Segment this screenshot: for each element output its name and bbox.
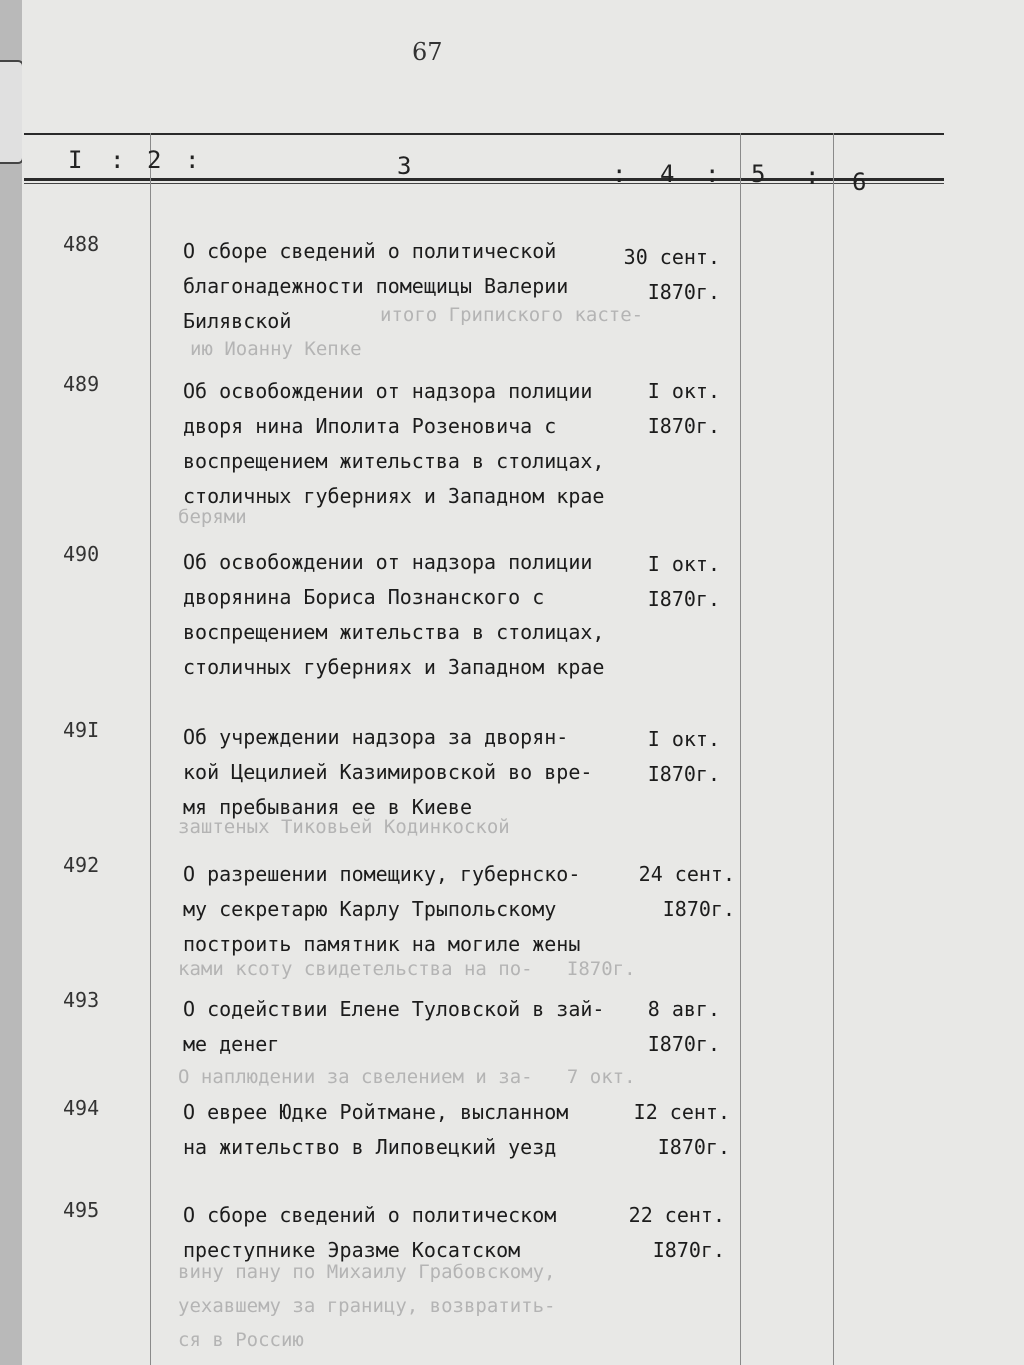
row-number: 495 <box>63 1198 100 1222</box>
column-divider <box>740 133 741 1365</box>
column-header-3: 3 <box>397 152 412 180</box>
row-date: 22 сент. I870г. <box>628 1203 725 1262</box>
row-number: 492 <box>63 853 100 877</box>
bleed-through-text: ию Иоанну Кепке <box>190 338 362 360</box>
column-header-6: 6 <box>852 168 867 196</box>
row-number: 49I <box>63 718 100 742</box>
bleed-through-text: ся в Россию <box>178 1329 304 1351</box>
bleed-through-text: берями <box>178 506 247 528</box>
row-date: 30 сент. I870г. <box>623 245 720 304</box>
row-description: О еврее Юдке Ройтмане, высланном на жительство в Липовецкий уезд <box>183 1100 569 1159</box>
column-header-5: 5 <box>751 160 766 188</box>
page-left-edge <box>0 0 24 1365</box>
column-separator: : <box>705 160 720 188</box>
row-date: 24 сент. I870г. <box>638 862 735 921</box>
row-description: О содействии Елене Туловской в зай- ме денег <box>183 997 605 1056</box>
column-header-4: 4 <box>660 160 675 188</box>
column-header-2: 2 <box>147 146 162 174</box>
bleed-through-text: ками ксоту свидетельства на по- I870г. <box>178 958 636 980</box>
row-number: 493 <box>63 988 100 1012</box>
bleed-through-text: О наплюдении за свелением и за- 7 окт. <box>178 1066 636 1088</box>
row-number: 488 <box>63 232 100 256</box>
binding-tab <box>0 60 24 164</box>
bleed-through-text: вину пану по Михаилу Грабовскому, <box>178 1261 556 1283</box>
column-separator: : <box>110 146 125 174</box>
column-divider <box>150 133 151 1365</box>
column-separator: : <box>185 146 200 174</box>
row-date: 8 авг. I870г. <box>647 997 720 1056</box>
row-number: 494 <box>63 1096 100 1120</box>
column-divider <box>833 133 834 1365</box>
bleed-through-text: итого Грипиского касте- <box>380 304 644 326</box>
row-description: О разрешении помещику, губернско- му секретарю Карлу Трыпольскому построить памятник на могиле жены <box>183 862 581 956</box>
column-header-1: I <box>68 146 83 174</box>
column-separator: : <box>805 162 820 190</box>
table-header-top-rule <box>24 133 944 135</box>
row-date: I2 сент. I870г. <box>633 1100 730 1159</box>
row-description: Об освобождении от надзора полиции дворянина Бориса Познанского с воспрещением жительства в столицах, столичных губерниях и Западном крае <box>183 550 605 679</box>
bleed-through-text: заштеных Тиковьей Кодинкоской <box>178 816 510 838</box>
row-number: 490 <box>63 542 100 566</box>
page-number: 67 <box>412 38 443 66</box>
column-separator: : <box>612 160 627 188</box>
row-number: 489 <box>63 372 100 396</box>
row-description: О сборе сведений о политическом преступнике Эразме Косатском <box>183 1203 557 1262</box>
row-description: Об учреждении надзора за дворян- кой Цецилией Казимировской во вре- мя пребывания ее в Киеве <box>183 725 593 819</box>
row-description: Об освобождении от надзора полиции дворя нина Иполита Розеновича с воспрещением жительства в столицах, столичных губерниях и Западном крае <box>183 379 605 508</box>
row-date: I окт. I870г. <box>647 552 720 611</box>
row-description: О сборе сведений о политической благонадежности помещицы Валерии Билявской <box>183 239 569 333</box>
bleed-through-text: уехавшему за границу, возвратить- <box>178 1295 556 1317</box>
row-date: I окт. I870г. <box>647 727 720 786</box>
row-date: I окт. I870г. <box>647 379 720 438</box>
